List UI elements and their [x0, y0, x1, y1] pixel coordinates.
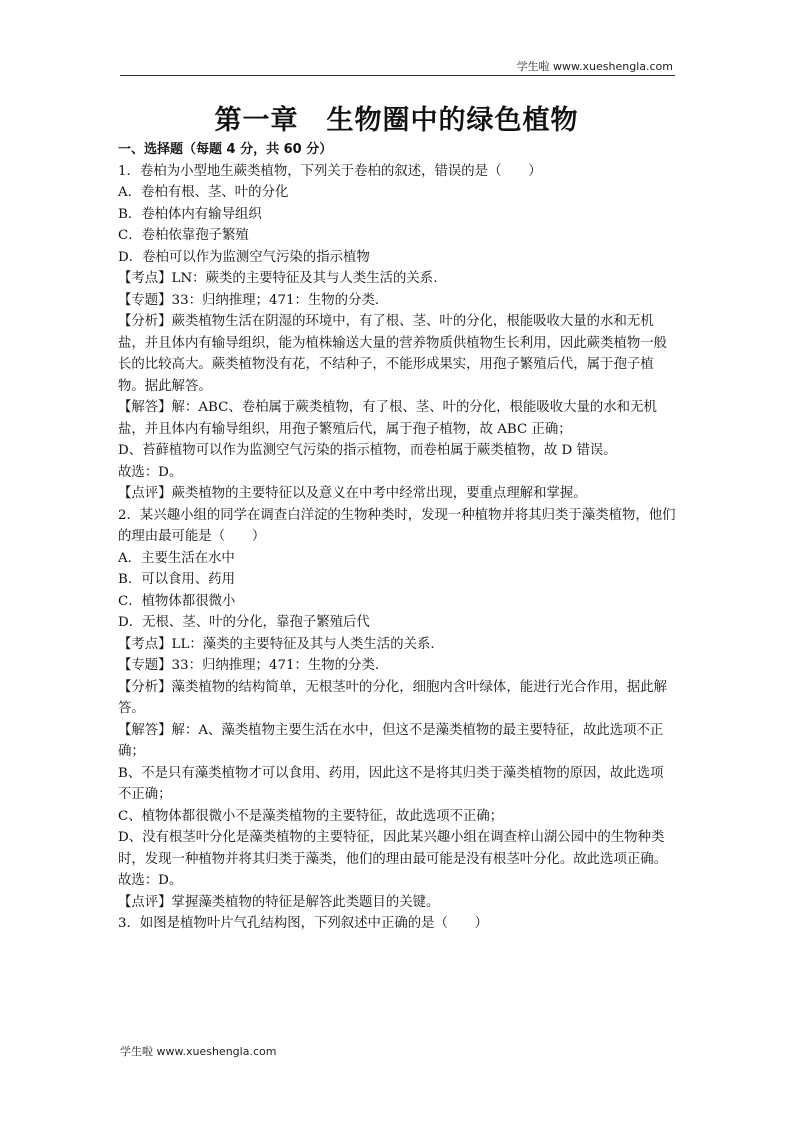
q1-answer: 故选：D。 — [118, 464, 183, 480]
q2-solution-c: C、植物体都很微小不是藻类植物的主要特征，故此选项不正确； — [118, 808, 504, 824]
q2-option-d: D．无根、茎、叶的分化，靠孢子繁殖后代 — [118, 615, 370, 630]
q2-solution-a: 【解答】解：A、藻类植物主要生活在水中，但这不是藻类植物的最主要特征，故此选项不正确； — [118, 722, 664, 759]
q2-option-b: B．可以食用、药用 — [118, 572, 235, 587]
q1-option-c: C．卷柏依靠孢子繁殖 — [118, 228, 249, 243]
q1-option-d: D．卷柏可以作为监测空气污染的指示植物 — [118, 249, 370, 265]
q2-solution-b: B、不是只有藻类植物才可以食用、药用，因此这不是将其归类于藻类植物的原因，故此选项不正确； — [118, 765, 664, 802]
q2-option-c: C．植物体都很微小 — [118, 593, 236, 609]
q2-zhuanti: 【专题】33：归纳推理；471：生物的分类. — [118, 658, 380, 673]
footer-site: 学生啦 www.xueshengla.com — [120, 1045, 277, 1058]
q2-option-a: A．主要生活在水中 — [118, 550, 235, 566]
q1-option-b: B．卷柏体内有输导组织 — [118, 206, 262, 222]
q2-stem: 2．某兴趣小组的同学在调查白洋淀的生物种类时，发现一种植物并将其归类于藻类植物，他们的理由最可能是（ ） — [118, 507, 676, 544]
q2-comment: 【点评】掌握藻类植物的特征是解答此类题目的关键。 — [118, 894, 440, 910]
q1-option-a: A．卷柏有根、茎、叶的分化 — [118, 185, 289, 200]
header-site: 学生啦 www.xueshengla.com — [516, 60, 673, 73]
document-body — [118, 139, 676, 935]
q1-kaodian: 【考点】LN：蕨类的主要特征及其与人类生活的关系. — [118, 271, 438, 286]
q3-stem: 3．如图是植物叶片气孔结构图，下列叙述中正确的是（ ） — [118, 916, 489, 931]
page-title: 第一章 生物圈中的绿色植物 — [214, 105, 579, 136]
q1-zhuanti: 【专题】33：归纳推理；471：生物的分类. — [118, 292, 380, 308]
q2-solution-d: D、没有根茎叶分化是藻类植物的主要特征，因此某兴趣小组在调查梓山湖公园中的生物种类时，发现一种植物并将其归类于藻类，他们的理由最可能是没有根茎叶分化。故此选项正确。 — [118, 830, 668, 867]
section-heading: 一、选择题（每题 4 分，共 60 分） — [118, 142, 333, 157]
q1-analysis: 【分析】蕨类植物生活在阴湿的环境中，有了根、茎、叶的分化，根能吸收大量的水和无机盐，并且体内有输导组织，能为植株输送大量的营养物质供植物生长利用，因此蕨类植物一般长的比较高大。蕨类植物没有花，不结种子，不能形成果实，用孢子繁殖后代，属于孢子植物。据此解答。 — [118, 314, 668, 394]
q2-kaodian: 【考点】LL：藻类的主要特征及其与人类生活的关系. — [118, 636, 435, 652]
q1-comment: 【点评】蕨类植物的主要特征以及意义在中考中经常出现，要重点理解和掌握。 — [118, 486, 587, 501]
q1-stem: 1．卷柏为小型地生蕨类植物，下列关于卷柏的叙述，错误的是（ ） — [118, 163, 542, 179]
q2-answer: 故选：D。 — [118, 873, 183, 888]
q1-solution-d: D、苔藓植物可以作为监测空气污染的指示植物，而卷柏属于蕨类植物，故 D 错误。 — [118, 443, 617, 458]
q1-solution: 【解答】解：ABC、卷柏属于蕨类植物，有了根、茎、叶的分化，根能吸收大量的水和无机盐，并且体内有输导组织，用孢子繁殖后代，属于孢子植物，故 ABC 正确； — [118, 400, 657, 437]
q2-analysis: 【分析】藻类植物的结构简单，无根茎叶的分化，细胞内含叶绿体，能进行光合作用，据此解答。 — [118, 679, 668, 716]
header-rule — [120, 75, 675, 76]
